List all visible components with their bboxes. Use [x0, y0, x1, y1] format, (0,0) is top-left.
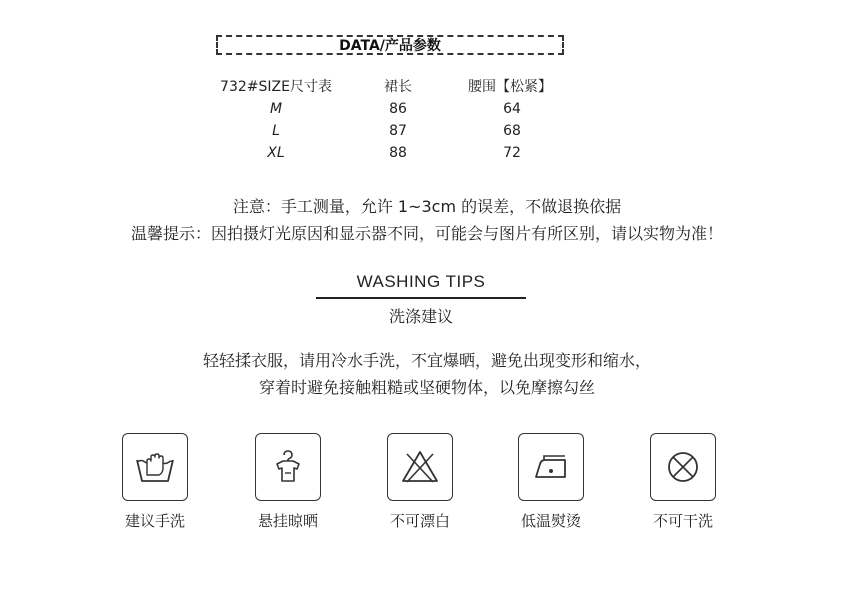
care-label-hang-dry: 悬挂晾晒 [257, 512, 318, 530]
care-label-no-dry-clean: 不可干洗 [652, 512, 713, 530]
care-label-hand-wash: 建议手洗 [124, 512, 185, 530]
washing-text-1: 轻轻揉衣服，请用冷水手洗，不宜爆晒，避免出现变形和缩水， [202, 351, 651, 370]
washing-divider [316, 297, 526, 299]
col-header-length: 裙长 [384, 79, 412, 95]
size-cell: XL [267, 145, 285, 161]
length-cell: 86 [389, 101, 407, 117]
size-cell: L [272, 123, 280, 139]
waist-cell: 72 [503, 145, 521, 161]
care-label-no-bleach: 不可漂白 [389, 512, 450, 530]
washing-subtitle: 洗涤建议 [388, 307, 453, 326]
hang-dry-icon [255, 433, 321, 501]
col-header-waist: 腰围【松紧】 [468, 79, 552, 95]
hand-wash-icon [122, 433, 188, 501]
measurement-note: 注意：手工测量，允许 1~3cm 的误差，不做退换依据 [232, 197, 622, 216]
size-cell: M [269, 101, 283, 117]
length-cell: 87 [389, 123, 407, 139]
no-bleach-icon [387, 433, 453, 501]
header-title: DATA/产品参数 [339, 38, 441, 54]
waist-cell: 68 [503, 123, 521, 139]
washing-text-2: 穿着时避免接触粗糙或坚硬物体，以免摩擦勾丝 [258, 378, 595, 397]
display-note: 温馨提示：因拍摄灯光原因和显示器不同，可能会与图片有所区别，请以实物为准！ [130, 224, 723, 243]
col-header-size: 732#SIZE尺寸表 [220, 79, 332, 95]
product-data-header [216, 35, 564, 55]
care-label-low-iron: 低温熨烫 [520, 512, 581, 530]
washing-tips-title: WASHING TIPS [356, 272, 486, 291]
no-dry-clean-icon [650, 433, 716, 501]
low-iron-icon [518, 433, 584, 501]
length-cell: 88 [389, 145, 407, 161]
waist-cell: 64 [503, 101, 521, 117]
